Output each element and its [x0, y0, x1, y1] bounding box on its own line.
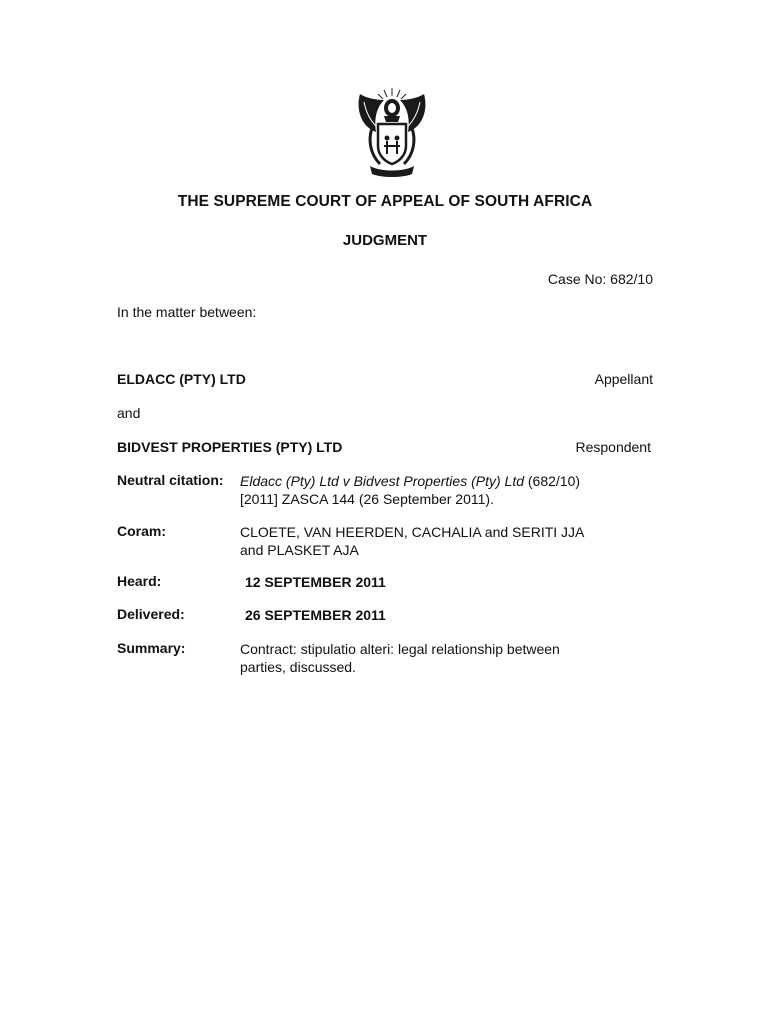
case-number: Case No: 682/10 — [547, 271, 653, 287]
delivered-value: 26 SEPTEMBER 2011 — [245, 607, 386, 623]
court-title: THE SUPREME COURT OF APPEAL OF SOUTH AFRICA — [177, 193, 593, 210]
coram-value — [240, 523, 640, 559]
summary-line-1: Contract: stipulatio alteri: legal relationship between — [240, 641, 560, 657]
heard-value: 12 SEPTEMBER 2011 — [245, 574, 386, 590]
summary-label: Summary: — [117, 640, 186, 656]
matter-intro: In the matter between: — [117, 304, 257, 320]
neutral-citation-line-1 — [240, 472, 640, 490]
and-separator: and — [117, 405, 141, 421]
judgment-title: JUDGMENT — [342, 232, 428, 249]
summary-line-2: parties, discussed. — [240, 659, 356, 675]
case-name: Eldacc (Pty) Ltd v Bidvest Properties (Pty) Ltd — [240, 473, 524, 489]
case-ref: (682/10) — [524, 473, 581, 489]
coram-label: Coram: — [117, 523, 167, 539]
coram-line-1: CLOETE, VAN HEERDEN, CACHALIA and SERITI JJA — [240, 524, 585, 540]
appellant-role: Appellant — [594, 371, 653, 387]
summary-value — [240, 640, 640, 676]
coat-of-arms-icon — [354, 86, 430, 178]
respondent-name: BIDVEST PROPERTIES (PTY) LTD — [117, 439, 343, 455]
heard-label: Heard: — [117, 573, 162, 589]
neutral-citation-line-2: [2011] ZASCA 144 (26 September 2011). — [240, 491, 494, 507]
neutral-citation-label: Neutral citation: — [117, 472, 224, 488]
appellant-name: ELDACC (PTY) LTD — [117, 371, 246, 387]
neutral-citation-value — [240, 472, 640, 508]
respondent-role: Respondent — [575, 439, 651, 455]
coram-line-2: and PLASKET AJA — [240, 542, 359, 558]
delivered-label: Delivered: — [117, 606, 185, 622]
